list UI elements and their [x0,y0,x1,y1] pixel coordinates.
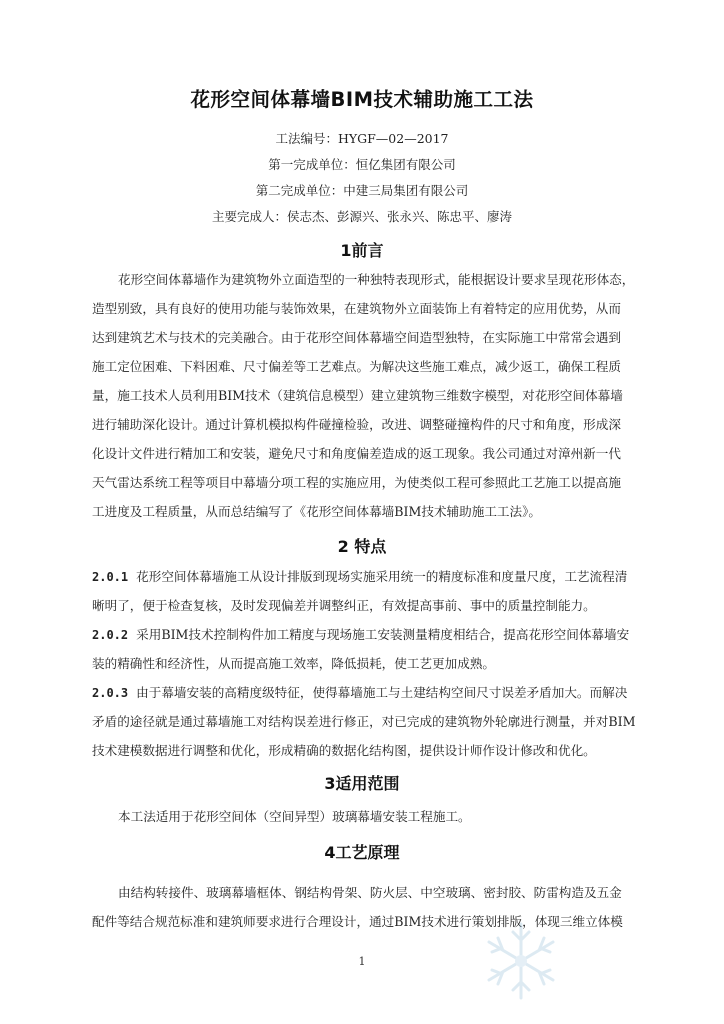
section-heading-features: 2 特点 [337,537,387,556]
paragraph-line: 本工法适用于花形空间体（空间异型）玻璃幕墙安装工程施工。 [118,809,471,824]
paragraph-line: 天气雷达系统工程等项目中幕墙分项工程的实施应用，为使类似工程可参照此工艺施工以提高施 [92,475,621,490]
paragraph-line: 达到建筑艺术与技术的完美融合。由于花形空间体幕墙空间造型独特，在实际施工中常常会遇到 [92,330,621,345]
item-text: 采用BIM技术控制构件加工精度与现场施工安装测量精度相结合，提高花形空间体幕墙安 [136,627,630,642]
main-authors: 主要完成人：侯志杰、彭源兴、张永兴、陈忠平、廖涛 [211,209,512,224]
item-text: 由于幕墙安装的高精度级特征，使得幕墙施工与土建结构空间尺寸误差矛盾加大。而解决 [136,685,628,700]
paragraph-line: 进行辅助深化设计。通过计算机模拟构件碰撞检验，改进、调整碰撞构件的尺寸和角度，形成深 [92,417,621,432]
paragraph-line: 晰明了，便于检查复核，及时发现偏差并调整纠正，有效提高事前、事中的质量控制能力。 [92,598,596,613]
section-heading-principle: 4工艺原理 [324,843,400,862]
first-unit: 第一完成单位：恒亿集团有限公司 [268,157,456,172]
standard-number: 工法编号：HYGF—02—2017 [275,131,449,146]
paragraph-line: 造型别致，具有良好的使用功能与装饰效果，在建筑物外立面装饰上有着特定的应用优势，从而 [92,301,621,316]
paragraph-line: 技术建模数据进行调整和优化，形成精确的数据化结构图，提供设计师作设计修改和优化。 [92,743,596,758]
paragraph-line: 花形空间体幕墙作为建筑物外立面造型的一种独特表现形式，能根据设计要求呈现花形体态， [118,272,635,287]
paragraph-line: 量，施工技术人员利用BIM技术（建筑信息模型）建立建筑物三维数字模型，对花形空间体幕墙 [92,388,623,403]
paragraph-line: 由结构转接件、玻璃幕墙框体、钢结构骨架、防火层、中空玻璃、密封胶、防雷构造及五金 [118,885,622,900]
page-number: 1 [358,955,366,968]
paragraph-line: 施工定位困难、下料困难、尺寸偏差等工艺难点。为解决这些施工难点，减少返工，确保工程质 [92,359,621,374]
document-title: 花形空间体幕墙BIM技术辅助施工工法 [190,88,534,111]
paragraph-line: 矛盾的途径就是通过幕墙施工对结构误差进行修正，对已完成的建筑物外轮廓进行测量，并对BIM [92,714,636,729]
section-heading-preface: 1前言 [340,241,384,260]
item-number: 2.0.2 [92,628,129,642]
paragraph-line: 化设计文件进行精加工和安装，避免尺寸和角度偏差造成的返工现象。我公司通过对漳州新一代 [92,446,621,461]
item-text: 花形空间体幕墙施工从设计排版到现场实施采用统一的精度标准和度量尺度，工艺流程清 [136,569,628,584]
paragraph-line: 配件等结合规范标准和建筑师要求进行合理设计，通过BIM技术进行策划排版，体现三维立体模 [92,914,623,929]
paragraph-line: 装的精确性和经济性，从而提高施工效率，降低损耗，使工艺更加成熟。 [92,656,495,671]
feature-item [92,682,652,701]
item-number: 2.0.1 [92,570,129,584]
feature-item [92,624,652,643]
section-heading-scope: 3适用范围 [324,774,400,793]
second-unit: 第二完成单位：中建三局集团有限公司 [255,183,469,198]
snowflake-watermark-icon [478,918,564,1004]
paragraph-line: 工进度及工程质量，从而总结编写了《花形空间体幕墙BIM技术辅助施工工法》。 [92,504,542,519]
item-number: 2.0.3 [92,686,129,700]
feature-item [92,566,652,585]
